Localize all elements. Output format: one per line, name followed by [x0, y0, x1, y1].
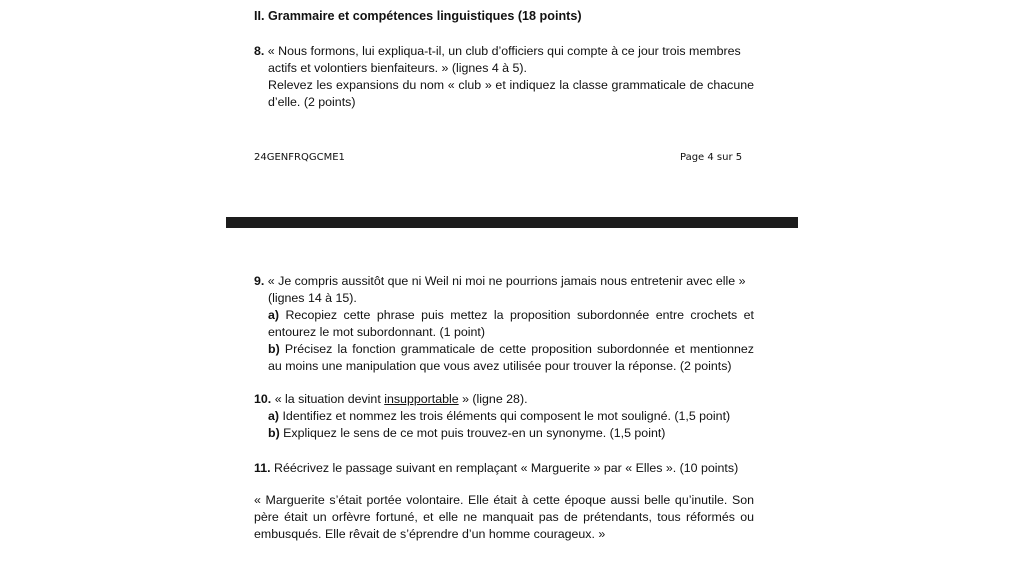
sub-label: a) [268, 409, 280, 423]
question-11 [254, 460, 754, 477]
sub-label: a) [268, 308, 280, 322]
question-number: 10. [254, 392, 272, 406]
passage-to-rewrite: « Marguerite s’était portée volontaire. Elle était à cette époque aussi belle qu’inutile. Son père était un orfèvre fortuné, et elle ne manquait pas de prétendants, tous réformés ou embusqués. Elle rêvait de s’éprendre d’un homme courageux. » [254, 493, 754, 541]
question-text: « Nous formons, lui expliqua-t-il, un club d’officiers qui compte à ce jour trois membres [267, 44, 741, 58]
sub-text: Précisez la fonction grammaticale de cette proposition subordonnée et mentionnez au moins une manipulation que vous avez utilisée pour trouver la réponse. (2 points) [268, 342, 754, 373]
page-divider [226, 217, 798, 228]
question-instruction: Relevez les expansions du nom « club » et indiquez la classe grammaticale de chacune d’elle. (2 points) [268, 78, 754, 109]
question-text: « Je compris aussitôt que ni Weil ni moi ne pourrions jamais nous entretenir avec elle » [267, 274, 746, 288]
sub-text: Expliquez le sens de ce mot puis trouvez-en un synonyme. (1,5 point) [283, 426, 666, 440]
question-text-prefix: « la situation devint [274, 392, 381, 406]
question-text: Réécrivez le passage suivant en remplaçant « Marguerite » par « Elles ». (10 points) [274, 461, 739, 475]
sub-text: Recopiez cette phrase puis mettez la proposition subordonnée entre crochets et entourez le mot subordonnant. (1 point) [268, 308, 754, 339]
question-8 [254, 43, 754, 111]
question-number: 9. [254, 274, 265, 288]
document-code: 24GENFRQGCME1 [254, 152, 345, 163]
sub-label: b) [268, 342, 280, 356]
question-number: 11. [254, 461, 271, 475]
question-number: 8. [254, 44, 265, 58]
sub-label: b) [268, 426, 280, 440]
question-text-suffix: » (ligne 28). [462, 392, 528, 406]
page-number: Page 4 sur 5 [680, 152, 743, 163]
sub-question-b [254, 425, 754, 442]
question-10 [254, 391, 754, 442]
question-text-cont: actifs et volontiers bienfaiteurs. » (lignes 4 à 5). [268, 61, 527, 75]
section-title: II. Grammaire et compétences linguistiques (18 points) [254, 9, 582, 23]
question-9 [254, 273, 754, 375]
question-text-cont: (lignes 14 à 15). [268, 291, 357, 305]
sub-question-b [254, 341, 754, 375]
sub-text: Identifiez et nommez les trois éléments qui composent le mot souligné. (1,5 point) [282, 409, 731, 423]
sub-question-a [254, 408, 754, 425]
sub-question-a [254, 307, 754, 341]
underlined-word: insupportable [384, 392, 459, 406]
